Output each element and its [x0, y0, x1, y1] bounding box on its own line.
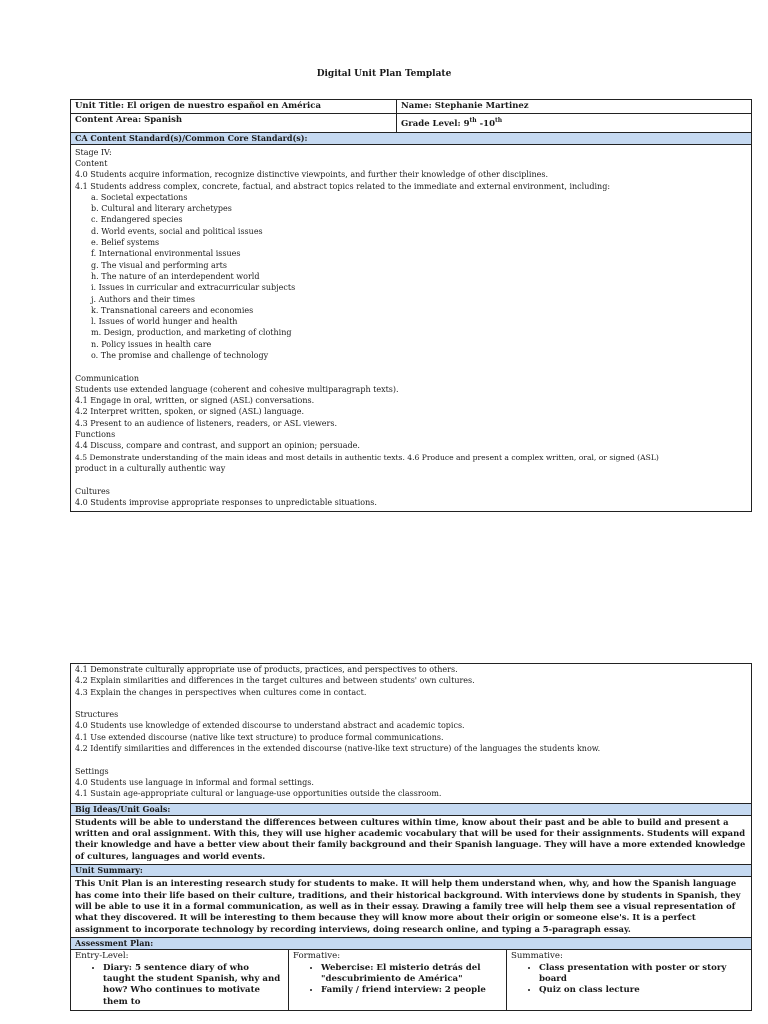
content-area-cell: Content Area: Spanish [71, 114, 397, 131]
topic-item: a. Societal expectations [91, 192, 188, 202]
settings-line: 4.0 Students use language in informal and formal settings. [75, 777, 314, 787]
unit-summary-text: This Unit Plan is an interesting research study for students to make. It will help them understand when, why, and how the Spanish language has come into their life based on their culture, traditions, and their historical background. With interviews done by students in Spanish, they will be able to use it in a formal communication, as well as in their essay. Drawing a family tree will help them see a visual representation of what they discovered. It will be interesting to them because they will know more about their origin or someone else's. It is a perfect assignment to incorporate technology by recording interviews, doing research online, and typing a 5-paragraph essay. [75, 878, 741, 934]
standards-cont-block [71, 664, 751, 803]
entry-level-column [71, 950, 289, 1010]
topic-item: f. International environmental issues [91, 249, 241, 259]
communication-line: 4.2 Interpret written, spoken, or signed (ASL) language. [75, 407, 305, 417]
entry-level-list [75, 963, 284, 1009]
topic-item: b. Cultural and literary archetypes [91, 204, 232, 214]
communication-line: 4.3 Present to an audience of listeners, readers, or ASL viewers. [75, 418, 337, 428]
unit-plan-table-bottom [70, 663, 752, 1011]
list-item: • Class presentation with poster or story board [539, 963, 747, 986]
topic-item: h. The nature of an interdependent world [91, 271, 260, 281]
topic-item: o. The promise and challenge of technology [91, 350, 269, 360]
topic-item: i. Issues in curricular and extracurricular subjects [91, 283, 296, 293]
topic-item: j. Authors and their times [91, 294, 195, 304]
unit-title-cell: Unit Title: El origen de nuestro español en América [71, 100, 397, 113]
std-line: Stage IV: [75, 147, 112, 157]
topic-item: c. Endangered species [91, 215, 183, 225]
communication-line: Functions [75, 430, 116, 440]
topic-item: k. Transnational careers and economies [91, 305, 254, 315]
list-item: • Diary: 5 sentence diary of who taught the student Spanish, why and how? Who continues to motivate them to [103, 963, 284, 1009]
grade-level-prefix: Grade Level: 9 [401, 119, 470, 130]
settings-line: Settings [75, 766, 109, 776]
list-item: • Webercise: El misterio detrás del "descubrimiento de América" [321, 963, 502, 986]
big-ideas-heading: Big Ideas/Unit Goals: [71, 804, 751, 816]
topic-item: n. Policy issues in health care [91, 339, 212, 349]
settings-line: 4.1 Sustain age-appropriate cultural or language-use opportunities outside the classroom. [75, 789, 442, 799]
structures-line: 4.0 Students use knowledge of extended discourse to understand abstract and academic topics. [75, 721, 465, 731]
structures-line: 4.1 Use extended discourse (native like text structure) to produce formal communications. [75, 732, 444, 742]
std-line: Content [75, 158, 108, 168]
standards-continued [71, 664, 751, 804]
header-row-1 [71, 100, 751, 114]
cultures-line: 4.3 Explain the changes in perspectives when cultures come in contact. [75, 687, 367, 697]
document-title: Digital Unit Plan Template [316, 69, 452, 79]
std-line: 4.1 Students address complex, concrete, factual, and abstract topics related to the immediate and external environment, including: [75, 181, 611, 191]
structures-line: Structures [75, 710, 119, 720]
std-line: 4.0 Students acquire information, recognize distinctive viewpoints, and further their knowledge of other disciplines. [75, 170, 549, 180]
structures-line: 4.2 Identify similarities and differences in the extended discourse (native-like text structure) of the languages the students know. [75, 744, 601, 754]
cultures-line: 4.0 Students improvise appropriate responses to unpredictable situations. [75, 497, 377, 507]
communication-line: 4.5 Demonstrate understanding of the main ideas and most details in authentic texts. 4.6 Produce and present a complex written, oral, or signed (ASL) [75, 452, 659, 462]
communication-line: 4.4 Discuss, compare and contrast, and support an opinion; persuade. [75, 441, 360, 451]
assessment-heading: Assessment Plan: [71, 938, 751, 950]
formative-column [289, 950, 507, 1010]
standards-block [71, 145, 751, 512]
big-ideas-body [71, 816, 751, 866]
communication-line: Students use extended language (coherent and cohesive multiparagraph texts). [75, 384, 399, 394]
cultures-line: 4.2 Explain similarities and differences in the target cultures and between students' own cultures. [75, 676, 475, 686]
summative-label: Summative: [511, 951, 563, 962]
topic-item: e. Belief systems [91, 238, 160, 248]
standards-body [71, 145, 751, 512]
entry-level-label: Entry-Level: [75, 951, 129, 962]
summative-column [507, 950, 751, 1010]
list-item: • Quiz on class lecture [539, 985, 747, 996]
formative-list [293, 963, 502, 997]
formative-label: Formative: [293, 951, 341, 962]
grade-level-mid: -10 [476, 119, 495, 130]
communication-line: Communication [75, 373, 139, 383]
unit-plan-table-top [70, 99, 752, 512]
topic-item: m. Design, production, and marketing of clothing [91, 328, 292, 338]
cultures-line: Cultures [75, 486, 110, 496]
standards-heading: CA Content Standard(s)/Common Core Standard(s): [71, 133, 751, 145]
topic-item: g. The visual and performing arts [91, 260, 227, 270]
topic-item: d. World events, social and political issues [91, 226, 263, 236]
big-ideas-text: Students will be able to understand the differences between cultures within time, know about their past and be able to build and present a written and oral assignment. With this, they will use higher academic vocabulary that will be used for their assignments. Students will expand their knowledge and have a better view about their family background and their Spanish language. They will have a more extended knowledge of cultures, languages and world events. [75, 816, 746, 861]
communication-line: product in a culturally authentic way [75, 463, 226, 473]
grade-sup-2: th [495, 117, 503, 125]
header-row-2 [71, 114, 751, 132]
list-item: • Family / friend interview: 2 people [321, 985, 502, 996]
summative-list [511, 963, 747, 997]
cultures-line: 4.1 Demonstrate culturally appropriate use of products, practices, and perspectives to others. [75, 665, 458, 674]
grade-sup-1: th [469, 117, 477, 125]
grade-level-cell [397, 114, 751, 131]
unit-summary-body [71, 877, 751, 938]
unit-summary-heading: Unit Summary: [71, 865, 751, 877]
communication-line: 4.1 Engage in oral, written, or signed (ASL) conversations. [75, 396, 315, 406]
assessment-columns [71, 950, 751, 1010]
topic-item: l. Issues of world hunger and health [91, 317, 238, 327]
teacher-name-cell: Name: Stephanie Martinez [401, 101, 529, 111]
